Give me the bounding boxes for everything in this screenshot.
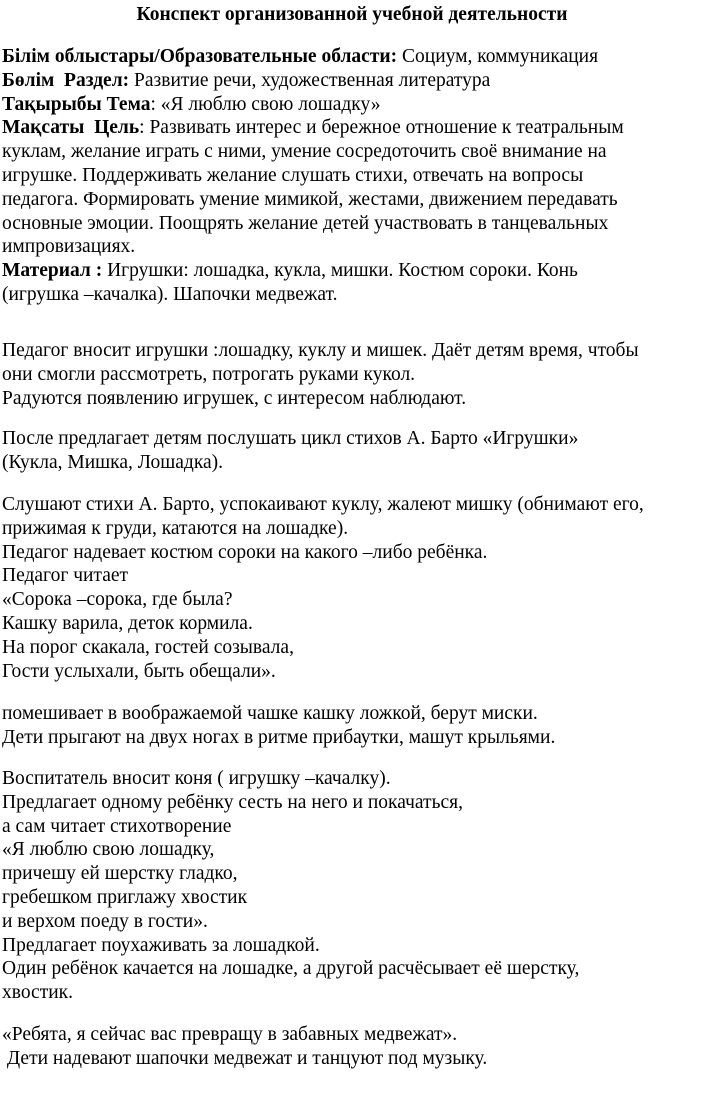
text-line: Слушают стихи А. Барто, успокаивают куклу, жалеют мишку (обнимают его,	[2, 494, 644, 515]
topic-line	[2, 93, 702, 117]
text-line: Педагог надевает костюм сороки на какого –либо ребёнка.	[2, 541, 488, 563]
text-line: «Ребята, я сейчас вас превращу в забавных медвежат».	[2, 1024, 458, 1045]
topic-value: : «Я люблю свою лошадку»	[150, 93, 381, 115]
text-line: Воспитатель вносит коня ( игрушку –качалку).	[2, 768, 391, 789]
text-line: Педагог читает	[2, 565, 129, 587]
paragraph	[2, 702, 702, 750]
poem-line: Гости услыхали, быть обещали».	[2, 660, 276, 682]
goal-text-line: игрушке. Поддерживать желание слушать стихи, отвечать на вопросы	[2, 164, 584, 186]
material-text: Игрушки: лошадка, кукла, мишки. Костюм сороки. Конь	[102, 260, 578, 282]
section-label-ru: Раздел:	[64, 69, 130, 91]
poem-line: Кашку варила, деток кормила.	[2, 612, 253, 634]
text-line: Дети прыгают на двух ногах в ритме прибаутки, машут крыльями.	[2, 726, 556, 748]
material-label: Материал :	[2, 260, 103, 282]
text-line: Радуются появлению игрушек, с интересом наблюдают.	[2, 387, 467, 409]
text-line: Предлагает одному ребёнку сесть на него и покачаться,	[2, 791, 463, 813]
text-line: Один ребёнок качается на лошадке, а другой расчёсывает её шерстку,	[2, 958, 580, 980]
poem-line: гребешком приглажу хвостик	[2, 886, 248, 908]
paragraph	[2, 767, 702, 1005]
goal-text-line: основные эмоции. Поощрять желание детей участвовать в танцевальных	[2, 212, 609, 234]
poem-line: причешу ей шерстку гладко,	[2, 863, 238, 885]
section-line	[2, 69, 702, 93]
poem-line: «Сорока –сорока, где была?	[2, 589, 233, 611]
text-line: После предлагает детям послушать цикл стихов А. Барто «Игрушки»	[2, 428, 579, 449]
text-line: прижимая к груди, катаются на лошадке).	[2, 517, 349, 539]
poem-line: и верхом поеду в гости».	[2, 910, 208, 932]
goal-text-line: импровизациях.	[2, 236, 136, 258]
document-title: Конспект организованной учебной деятельности	[136, 4, 568, 25]
text-line: Дети надевают шапочки медвежат и танцуют под музыку.	[2, 1047, 488, 1069]
paragraph	[2, 339, 702, 410]
areas-value: Социум, коммуникация	[397, 46, 599, 67]
topic-label: Тақырыбы Тема	[2, 93, 151, 115]
material-line	[2, 259, 702, 283]
goal-text-line: куклам, желание играть с ними, умение сосредоточить своё внимание на	[2, 141, 607, 163]
paragraph	[2, 493, 702, 683]
text-line: а сам читает стихотворение	[2, 815, 232, 837]
goal-label-kz: Мақсаты	[2, 117, 85, 139]
paragraph	[2, 1023, 702, 1071]
areas-label: Білім облыстары/Образовательные области:	[2, 46, 398, 67]
poem-line: «Я люблю свою лошадку,	[2, 839, 215, 861]
goal-text-line: педагога. Формировать умение мимикой, жестами, движением передавать	[2, 188, 618, 210]
section-value: Развитие речи, художественная литература	[129, 69, 491, 91]
goal-text-line: : Развивать интерес и бережное отношение к театральным	[139, 117, 624, 139]
text-line: они смогли рассмотреть, потрогать руками кукол.	[2, 363, 416, 385]
poem-line: На порог скакала, гостей созывала,	[2, 636, 294, 658]
goal-line	[2, 116, 702, 140]
paragraph	[2, 427, 702, 475]
material-text-line: (игрушка –качалка). Шапочки медвежат.	[2, 283, 338, 305]
text-line: помешивает в воображаемой чашке кашку ложкой, берут миски.	[2, 703, 538, 724]
text-line: Педагог вносит игрушки :лошадку, куклу и мишек. Даёт детям время, чтобы	[2, 340, 639, 361]
section-label-kz: Бөлім	[2, 69, 55, 91]
text-line: (Кукла, Мишка, Лошадка).	[2, 451, 224, 473]
text-line: хвостик.	[2, 982, 74, 1004]
goal-label-ru: Цель	[94, 117, 140, 139]
areas-line	[2, 45, 702, 69]
text-line: Предлагает поухаживать за лошадкой.	[2, 934, 320, 956]
header-block	[2, 45, 702, 307]
